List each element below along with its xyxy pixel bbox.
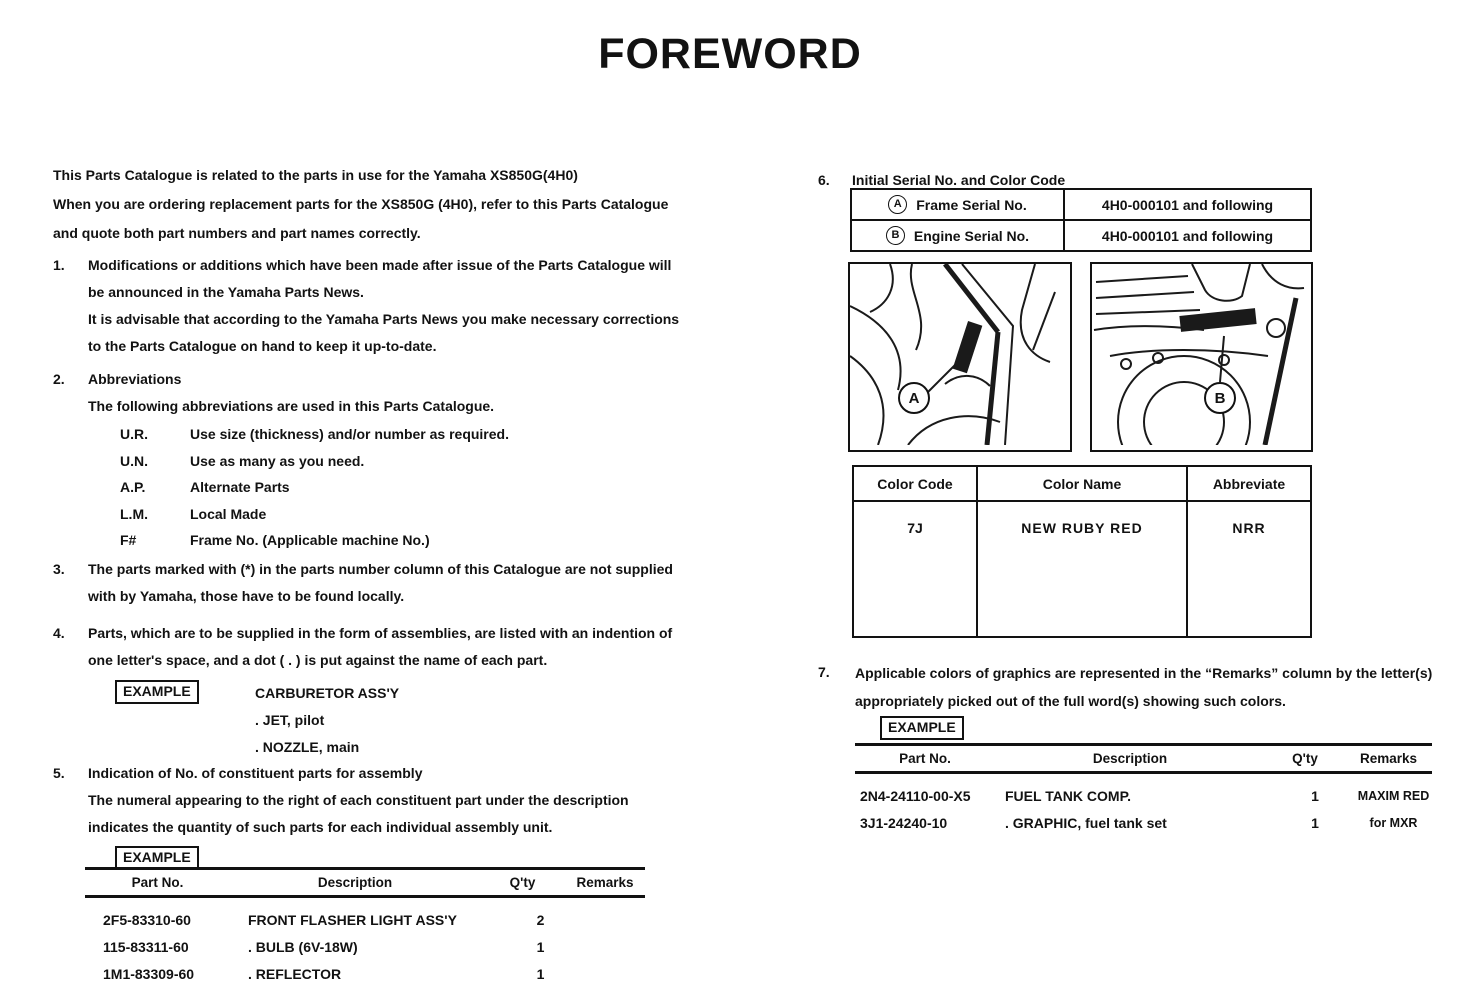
example-label-wrap bbox=[880, 716, 964, 740]
item-number: 7. bbox=[818, 664, 830, 680]
text-line: It is advisable that according to the Yamaha Parts News you make necessary corrections bbox=[88, 311, 680, 327]
text-line: Indication of No. of constituent parts for assembly bbox=[88, 765, 423, 781]
example-table-5 bbox=[85, 867, 645, 987]
text-line: The parts marked with (*) in the parts number column of this Catalogue are not supplied bbox=[88, 561, 673, 577]
item-number: 5. bbox=[53, 765, 65, 781]
col-header-part-no: Part No. bbox=[131, 875, 184, 890]
item-number: 2. bbox=[53, 371, 65, 387]
table-header-row bbox=[85, 870, 645, 898]
table-row bbox=[855, 809, 1432, 836]
abbrev: F# bbox=[120, 532, 137, 548]
abbrev-desc: Alternate Parts bbox=[190, 479, 290, 495]
example-part: . JET, pilot bbox=[255, 712, 325, 728]
item-7 bbox=[818, 659, 1432, 715]
cell-color-code: 7J bbox=[854, 502, 978, 636]
item-1 bbox=[53, 252, 679, 360]
col-header-description: Description bbox=[317, 875, 393, 890]
abbreviation-row bbox=[120, 527, 509, 554]
example-part-list bbox=[255, 680, 399, 761]
cell-qty: 2 bbox=[536, 911, 545, 928]
color-code-table bbox=[852, 465, 1312, 638]
cell-color-name: NEW RUBY RED bbox=[978, 502, 1188, 636]
intro-paragraph bbox=[53, 161, 668, 248]
text-line: The numeral appearing to the right of each constituent part under the description bbox=[88, 792, 629, 808]
intro-line: When you are ordering replacement parts for the XS850G (4H0), refer to this Parts Catalogue bbox=[53, 196, 669, 212]
text-line: Parts, which are to be supplied in the form of assemblies, are listed with an indention of bbox=[88, 625, 673, 641]
abbrev-desc: Local Made bbox=[190, 505, 267, 522]
table-row bbox=[85, 960, 645, 987]
serial-value: 4H0-000101 and following bbox=[1101, 196, 1274, 213]
cell-qty: 1 bbox=[536, 965, 545, 982]
cell-description: FUEL TANK COMP. bbox=[1005, 787, 1132, 804]
abbreviation-row bbox=[120, 448, 509, 475]
col-header-remarks: Remarks bbox=[576, 875, 634, 890]
color-table-header bbox=[854, 467, 1310, 502]
col-header-description: Description bbox=[1092, 751, 1168, 766]
figure-engine-serial-location bbox=[1090, 262, 1313, 452]
cell-part-no: 2N4-24110-00-X5 bbox=[860, 787, 971, 804]
abbreviation-row bbox=[120, 474, 509, 501]
col-header-qty: Q'ty bbox=[509, 875, 536, 890]
table-header-row bbox=[855, 746, 1432, 774]
circled-a-mark: A bbox=[888, 195, 907, 214]
item-number: 6. bbox=[818, 172, 830, 188]
abbrev: L.M. bbox=[120, 505, 148, 522]
item-3-text bbox=[88, 556, 673, 610]
serial-row-frame bbox=[852, 190, 1310, 219]
example-part: . NOZZLE, main bbox=[255, 739, 360, 755]
table-row bbox=[85, 933, 645, 960]
item-3 bbox=[53, 556, 673, 610]
item-2 bbox=[53, 366, 509, 554]
item-2-heading: Abbreviations bbox=[88, 371, 182, 387]
cell-qty: 1 bbox=[1311, 787, 1319, 804]
item-1-text bbox=[88, 252, 679, 360]
abbrev-desc: Frame No. (Applicable machine No.) bbox=[190, 532, 430, 548]
intro-line: and quote both part numbers and part names correctly. bbox=[53, 225, 421, 241]
cell-abbreviate: NRR bbox=[1232, 520, 1266, 536]
abbrev-desc: Use as many as you need. bbox=[190, 452, 365, 469]
col-header-remarks: Remarks bbox=[1359, 751, 1418, 766]
example-table-7 bbox=[855, 743, 1432, 836]
abbreviation-row bbox=[120, 501, 509, 528]
cell-description: . GRAPHIC, fuel tank set bbox=[1005, 814, 1167, 831]
page-title: FOREWORD bbox=[598, 30, 862, 78]
item-number: 4. bbox=[53, 625, 65, 641]
figure-a-callout: A bbox=[898, 382, 930, 414]
serial-label: Engine Serial No. bbox=[913, 227, 1030, 244]
item-4 bbox=[53, 620, 672, 761]
intro-line: This Parts Catalogue is related to the parts in use for the Yamaha XS850G(4H0) bbox=[53, 167, 578, 183]
item-2-text bbox=[88, 366, 509, 554]
table-row bbox=[855, 782, 1432, 809]
cell-part-no: 115-83311-60 bbox=[103, 938, 189, 955]
cell-remarks: MAXIM RED bbox=[1357, 788, 1430, 803]
cell-part-no: 1M1-83309-60 bbox=[103, 965, 195, 982]
abbrev: U.R. bbox=[120, 426, 148, 442]
example-label: EXAMPLE bbox=[115, 846, 199, 870]
item-6-heading: Initial Serial No. and Color Code bbox=[852, 172, 1066, 188]
item-4-text bbox=[88, 620, 672, 761]
text-line: with by Yamaha, those have to be found locally. bbox=[88, 588, 405, 604]
col-header-color-name: Color Name bbox=[978, 467, 1188, 500]
figure-b-callout: B bbox=[1204, 382, 1236, 414]
text-line: to the Parts Catalogue on hand to keep it up-to-date. bbox=[88, 338, 437, 354]
abbreviation-row bbox=[120, 421, 509, 448]
cell-description: . BULB (6V-18W) bbox=[248, 938, 358, 955]
abbreviation-list bbox=[88, 421, 509, 554]
example-label: EXAMPLE bbox=[115, 680, 199, 704]
frame-drawing bbox=[850, 264, 1065, 445]
text-line: appropriately picked out of the full word(s) showing such colors. bbox=[855, 693, 1286, 709]
engine-drawing bbox=[1092, 264, 1306, 445]
example-label: EXAMPLE bbox=[880, 716, 964, 740]
cell-description: . REFLECTOR bbox=[248, 965, 342, 982]
text-line: be announced in the Yamaha Parts News. bbox=[88, 284, 364, 300]
cell-part-no: 3J1-24240-10 bbox=[860, 814, 948, 831]
text-line: The following abbreviations are used in this Parts Catalogue. bbox=[88, 398, 495, 414]
col-header-part-no: Part No. bbox=[899, 751, 951, 766]
figure-frame-serial-location bbox=[848, 262, 1072, 452]
col-header-abbreviate: Abbreviate bbox=[1212, 475, 1286, 492]
cell-part-no: 2F5-83310-60 bbox=[103, 911, 191, 928]
text-line: one letter's space, and a dot ( . ) is put against the name of each part. bbox=[88, 652, 548, 668]
serial-number-table bbox=[850, 188, 1312, 252]
col-header-color-code: Color Code bbox=[854, 467, 978, 500]
item-5-text bbox=[88, 760, 629, 870]
col-header-qty: Q'ty bbox=[1292, 751, 1318, 766]
serial-label: Frame Serial No. bbox=[916, 196, 1027, 213]
color-table-row bbox=[854, 502, 1310, 636]
serial-value: 4H0-000101 and following bbox=[1101, 227, 1274, 244]
abbrev: U.N. bbox=[120, 452, 148, 469]
abbrev-desc: Use size (thickness) and/or number as required. bbox=[190, 426, 509, 442]
cell-remarks: for MXR bbox=[1369, 815, 1418, 830]
example-part: CARBURETOR ASS'Y bbox=[255, 685, 400, 701]
circled-b-mark: B bbox=[886, 226, 905, 245]
item-5 bbox=[53, 760, 629, 870]
abbrev: A.P. bbox=[120, 479, 146, 495]
item-7-text bbox=[855, 659, 1432, 715]
item-number: 3. bbox=[53, 561, 65, 577]
text-line: indicates the quantity of such parts for each individual assembly unit. bbox=[88, 819, 553, 835]
table-row bbox=[85, 906, 645, 933]
text-line: Modifications or additions which have been made after issue of the Parts Catalogue will bbox=[88, 257, 672, 273]
cell-description: FRONT FLASHER LIGHT ASS'Y bbox=[248, 911, 457, 928]
item-number: 1. bbox=[53, 257, 65, 273]
cell-qty: 1 bbox=[1311, 814, 1319, 831]
text-line: Applicable colors of graphics are represented in the “Remarks” column by the letter(s) bbox=[855, 665, 1433, 681]
cell-qty: 1 bbox=[536, 938, 545, 955]
serial-row-engine bbox=[852, 219, 1310, 250]
